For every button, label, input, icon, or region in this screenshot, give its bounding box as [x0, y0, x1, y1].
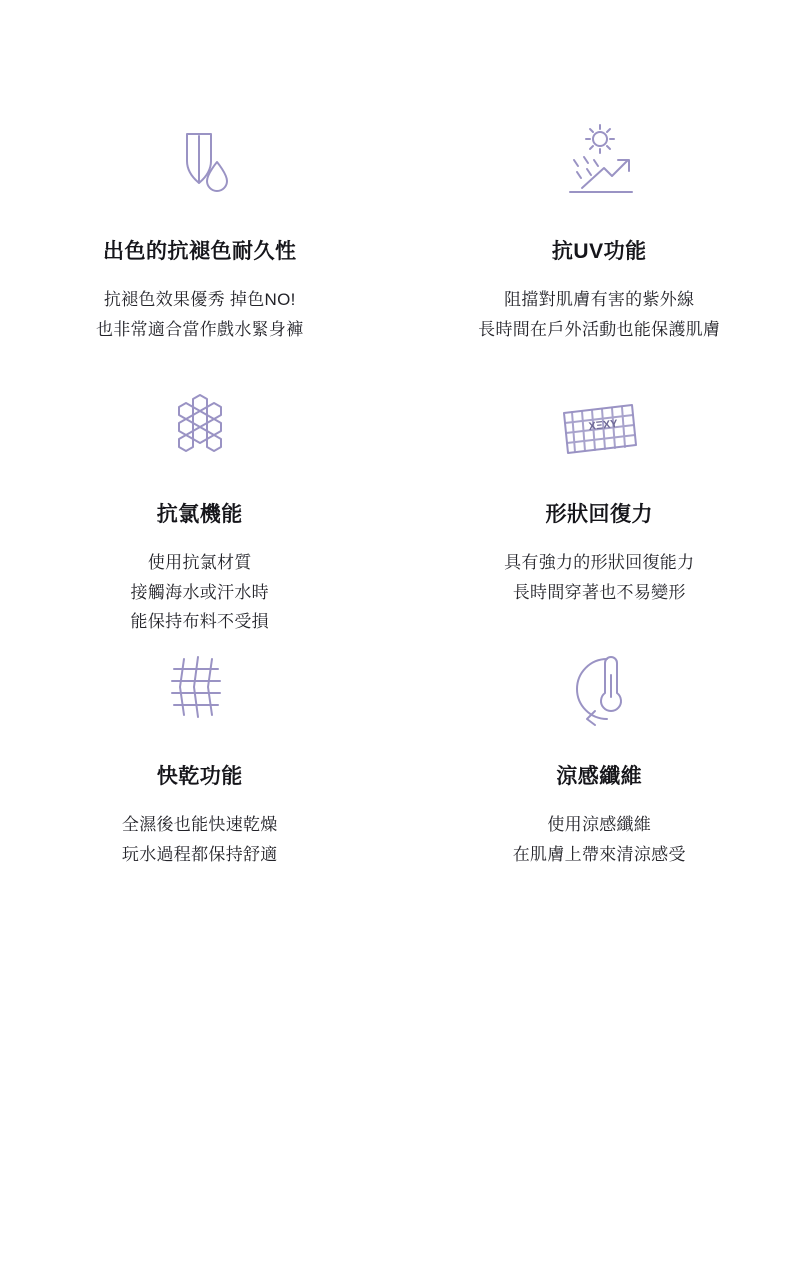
feature-desc-line: 也非常適合當作戲水緊身褲: [95, 320, 304, 340]
feature-title: 抗UV功能: [551, 240, 647, 263]
feature-desc-line: 長時間穿著也不易變形: [512, 582, 686, 602]
feature-item-quick-dry: [0, 637, 400, 900]
feature-desc-line: 接觸海水或汗水時: [130, 582, 269, 602]
feature-description: [122, 810, 278, 870]
feature-title: 快乾功能: [156, 765, 243, 789]
feature-title: 抗氯機能: [156, 502, 243, 526]
honeycomb-mesh-icon: [154, 375, 246, 475]
cooling-thermometer-icon: [549, 637, 649, 737]
fabric-swatch-icon: [544, 375, 654, 475]
feature-desc-line: 在肌膚上帶來清涼感受: [512, 845, 686, 865]
svg-text:XΞXY: XΞXY: [588, 417, 619, 433]
feature-desc-line: 全濕後也能快速乾燥: [121, 815, 278, 835]
feature-item-shape-recovery: [400, 375, 799, 638]
feature-description: [131, 548, 269, 637]
sun-uv-block-icon: [544, 112, 654, 212]
feature-item-cooling-fiber: [400, 637, 799, 900]
feature-desc-line: 長時間在戶外活動也能保護肌膚: [478, 320, 721, 340]
feature-description: [504, 548, 694, 608]
feature-desc-line: 使用抗氯材質: [147, 552, 252, 572]
feature-desc-line: 阻擋對肌膚有害的紫外線: [504, 290, 695, 310]
feature-item-fade-resistance: [0, 112, 400, 375]
feature-description: [513, 810, 686, 870]
feature-title: 涼感纖維: [556, 765, 643, 789]
feature-description: [478, 285, 720, 345]
feature-desc-line: 使用涼感纖維: [547, 815, 652, 835]
feature-desc-line: 具有強力的形狀回復能力: [504, 552, 695, 572]
quick-dry-airflow-icon: [154, 637, 246, 737]
feature-desc-line: 能保持布料不受損: [130, 612, 269, 632]
feature-item-uv-protection: [400, 112, 799, 375]
feature-desc-line: 玩水過程都保持舒適: [121, 845, 278, 865]
shield-water-drop-icon: [154, 112, 246, 212]
feature-description: [96, 285, 304, 345]
feature-desc-line: 抗褪色效果優秀 掉色NO!: [103, 290, 296, 310]
feature-title: 出色的抗褪色耐久性: [103, 240, 297, 263]
feature-item-chlorine-resistance: [0, 375, 400, 638]
feature-title: 形狀回復力: [545, 502, 653, 526]
